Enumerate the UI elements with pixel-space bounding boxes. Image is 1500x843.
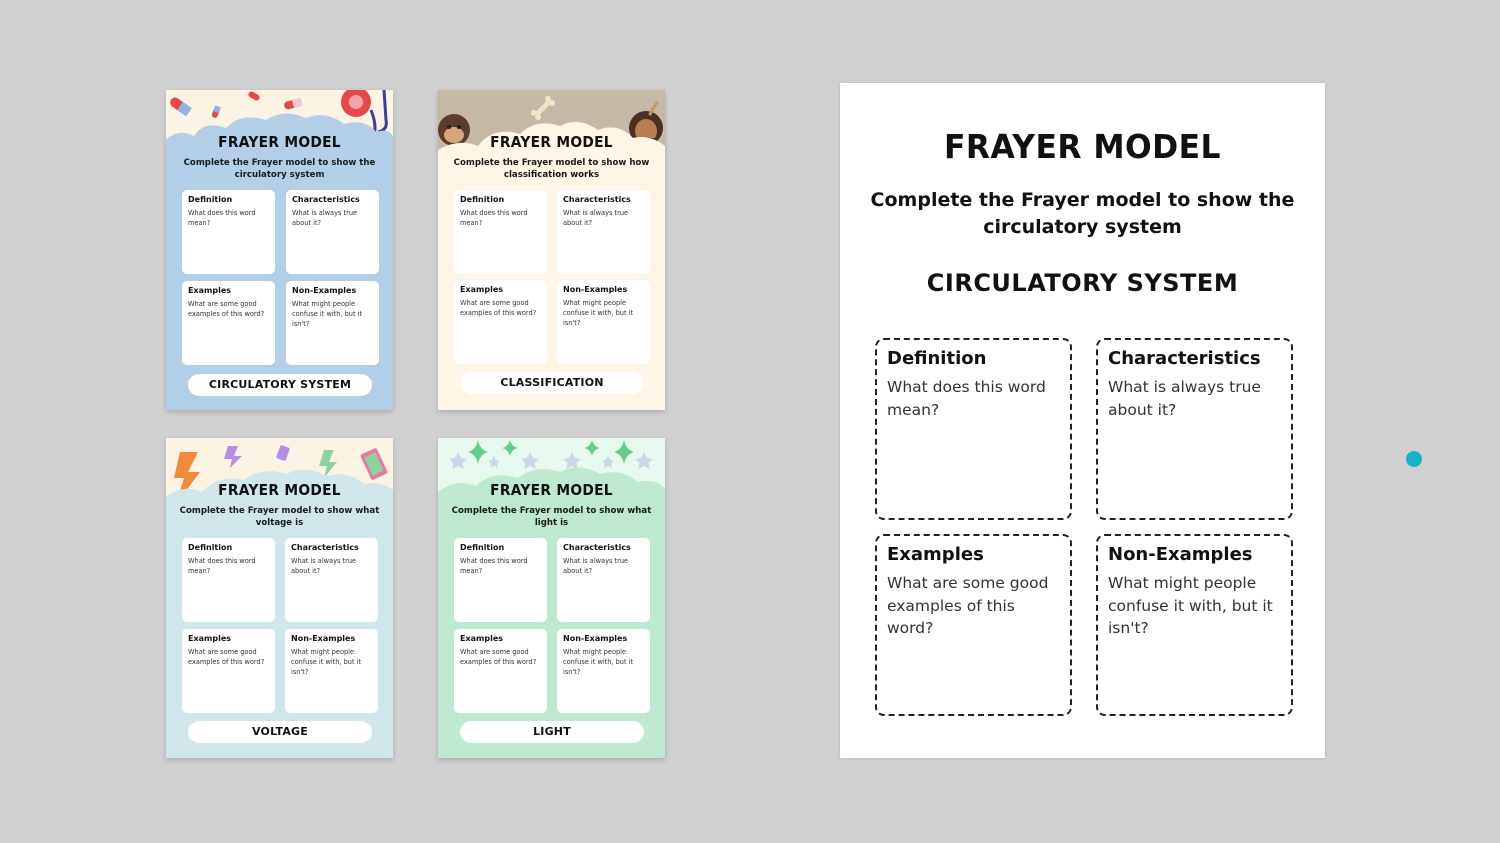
quadrant-heading: Non-Examples (291, 634, 356, 643)
examples-box[interactable] (454, 629, 547, 713)
non-examples-box[interactable] (285, 629, 378, 713)
quadrant-prompt: What is always true about it? (1108, 378, 1261, 419)
card-title: FRAYER MODEL (490, 481, 613, 499)
quadrant-prompt: What might people confuse it with, but it isn't? (291, 648, 362, 676)
non-examples-box[interactable] (557, 280, 650, 364)
quadrant-heading: Characteristics (292, 195, 360, 204)
quadrant-prompt: What are some good examples of this word? (887, 574, 1049, 637)
quadrant-prompt: What might people confuse it with, but it isn't? (563, 299, 634, 327)
quadrant-heading: Definition (887, 348, 987, 369)
examples-box[interactable] (182, 281, 275, 365)
accent-dot (1406, 451, 1422, 467)
quadrant-heading: Characteristics (291, 543, 359, 552)
characteristics-box[interactable] (285, 538, 378, 622)
quadrant-prompt: What is always true about it? (563, 557, 629, 575)
definition-box[interactable] (454, 538, 547, 622)
definition-box[interactable] (454, 190, 547, 274)
card-instruction: Complete the Frayer model to show what light is (451, 506, 652, 528)
quadrant-prompt: What might people confuse it with, but it isn't? (563, 648, 634, 676)
characteristics-box[interactable] (557, 538, 650, 622)
topic-pill: CLASSIFICATION (460, 372, 644, 394)
quadrant-prompt: What might people confuse it with, but it isn't? (1108, 574, 1273, 637)
characteristics-box[interactable] (1096, 338, 1293, 520)
non-examples-box[interactable] (286, 281, 379, 365)
card-instruction: Complete the Frayer model to show how classification works (453, 158, 650, 180)
preview-topic: CIRCULATORY SYSTEM (926, 269, 1239, 297)
quadrant-heading: Examples (188, 634, 232, 643)
quadrant-heading: Definition (188, 195, 233, 204)
quadrant-heading: Characteristics (563, 195, 631, 204)
characteristics-box[interactable] (286, 190, 379, 274)
quadrant-heading: Definition (460, 543, 505, 552)
examples-box[interactable] (875, 534, 1072, 716)
card-instruction: Complete the Frayer model to show what voltage is (179, 506, 380, 528)
definition-box[interactable] (182, 538, 275, 622)
worksheet-preview-page (840, 83, 1325, 758)
quadrant-prompt: What does this word mean? (188, 557, 256, 575)
characteristics-box[interactable] (557, 190, 650, 274)
quadrant-heading: Non-Examples (292, 286, 357, 295)
quadrant-heading: Non-Examples (563, 634, 628, 643)
quadrant-heading: Definition (460, 195, 505, 204)
quadrant-prompt: What is always true about it? (292, 209, 358, 227)
quadrant-prompt: What are some good examples of this word? (460, 648, 537, 666)
card-instruction: Complete the Frayer model to show the circulatory system (183, 158, 376, 180)
non-examples-box[interactable] (1096, 534, 1293, 716)
topic-pill: LIGHT (460, 721, 644, 743)
topic-pill: VOLTAGE (188, 721, 372, 743)
quadrant-prompt: What are some good examples of this word? (188, 648, 265, 666)
worksheet-card-classification[interactable] (438, 90, 665, 410)
topic-pill: CIRCULATORY SYSTEM (188, 374, 372, 396)
worksheet-card-light[interactable] (438, 438, 665, 758)
examples-box[interactable] (182, 629, 275, 713)
quadrant-heading: Examples (460, 285, 504, 294)
preview-instruction: Complete the Frayer model to show the circulatory system (870, 189, 1295, 238)
worksheet-card-voltage[interactable] (166, 438, 393, 758)
quadrant-heading: Definition (188, 543, 233, 552)
quadrant-prompt: What are some good examples of this word? (188, 300, 265, 318)
definition-box[interactable] (875, 338, 1072, 520)
definition-box[interactable] (182, 190, 275, 274)
worksheet-card-circulatory[interactable] (166, 90, 393, 410)
card-title: FRAYER MODEL (218, 481, 341, 499)
examples-box[interactable] (454, 280, 547, 364)
preview-title: FRAYER MODEL (944, 127, 1221, 166)
non-examples-box[interactable] (557, 629, 650, 713)
quadrant-heading: Characteristics (563, 543, 631, 552)
quadrant-heading: Characteristics (1108, 348, 1261, 369)
quadrant-heading: Examples (188, 286, 232, 295)
quadrant-prompt: What does this word mean? (887, 378, 1046, 419)
quadrant-prompt: What might people confuse it with, but it isn't? (292, 300, 363, 328)
quadrant-heading: Examples (887, 544, 984, 565)
quadrant-prompt: What are some good examples of this word? (460, 299, 537, 317)
card-title: FRAYER MODEL (490, 133, 613, 151)
quadrant-prompt: What does this word mean? (460, 557, 528, 575)
quadrant-prompt: What is always true about it? (291, 557, 357, 575)
card-title: FRAYER MODEL (218, 133, 341, 151)
quadrant-prompt: What is always true about it? (563, 209, 629, 227)
quadrant-heading: Non-Examples (563, 285, 628, 294)
quadrant-prompt: What does this word mean? (460, 209, 528, 227)
quadrant-heading: Non-Examples (1108, 544, 1253, 565)
quadrant-heading: Examples (460, 634, 504, 643)
quadrant-prompt: What does this word mean? (188, 209, 256, 227)
